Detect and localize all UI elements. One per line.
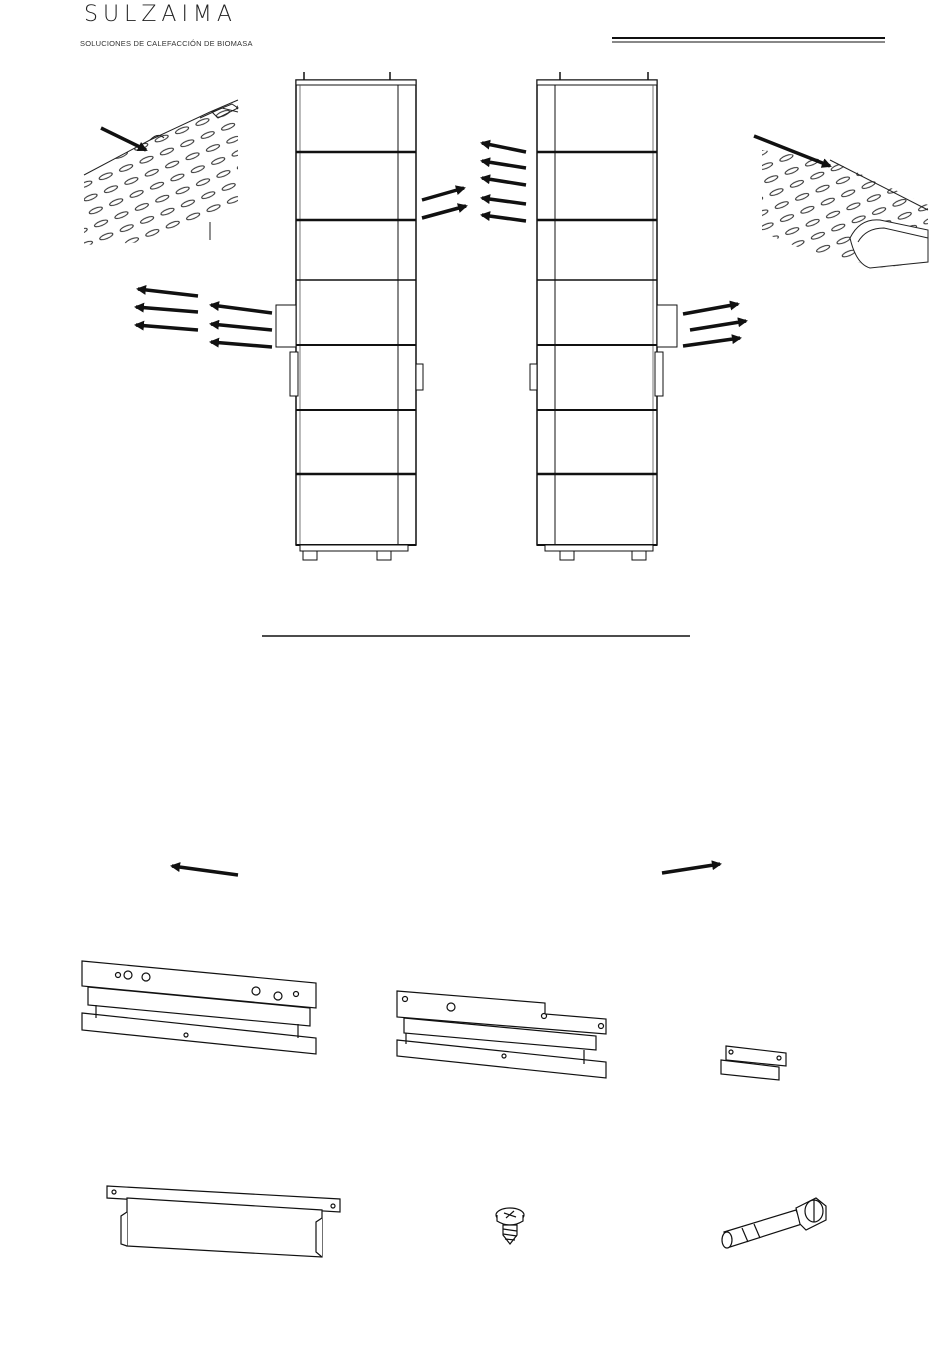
arrow-icon bbox=[482, 143, 526, 152]
stove-side-view-right bbox=[530, 72, 677, 560]
arrow-icon bbox=[101, 128, 146, 150]
expansion-anchor-bolt bbox=[722, 1198, 826, 1248]
brand-logo: SULZAIMA bbox=[84, 2, 237, 27]
small-clip bbox=[721, 1046, 786, 1080]
arrow-icon bbox=[172, 866, 238, 875]
arrow-icon bbox=[211, 342, 272, 347]
grate-detail-right bbox=[754, 136, 928, 268]
arrow-icon bbox=[138, 289, 198, 296]
arrow-icon bbox=[422, 206, 466, 218]
arrow-icon bbox=[690, 321, 746, 330]
self-tapping-screw bbox=[496, 1208, 524, 1244]
arrow-icon bbox=[683, 304, 738, 314]
arrow-icon bbox=[482, 215, 526, 221]
arrow-icon bbox=[482, 161, 526, 168]
grate-detail-left bbox=[84, 100, 238, 245]
arrow-icon bbox=[662, 864, 720, 873]
header-rule bbox=[612, 38, 885, 42]
arrow-icon bbox=[136, 325, 198, 330]
stove-side-view-left bbox=[276, 72, 423, 560]
arrow-icon bbox=[211, 324, 272, 330]
arrow-icon bbox=[422, 188, 464, 200]
arrow-icon bbox=[136, 307, 198, 312]
arrow-icon bbox=[482, 198, 526, 204]
flat-plate-bracket bbox=[107, 1186, 340, 1257]
medium-bracket bbox=[397, 991, 606, 1078]
arrow-icon bbox=[482, 178, 526, 185]
long-bracket-with-holes bbox=[82, 961, 316, 1054]
arrow-icon bbox=[211, 305, 272, 313]
arrow-icon bbox=[683, 338, 740, 346]
brand-tagline: SOLUCIONES DE CALEFACCIÓN DE BIOMASA bbox=[80, 39, 253, 48]
